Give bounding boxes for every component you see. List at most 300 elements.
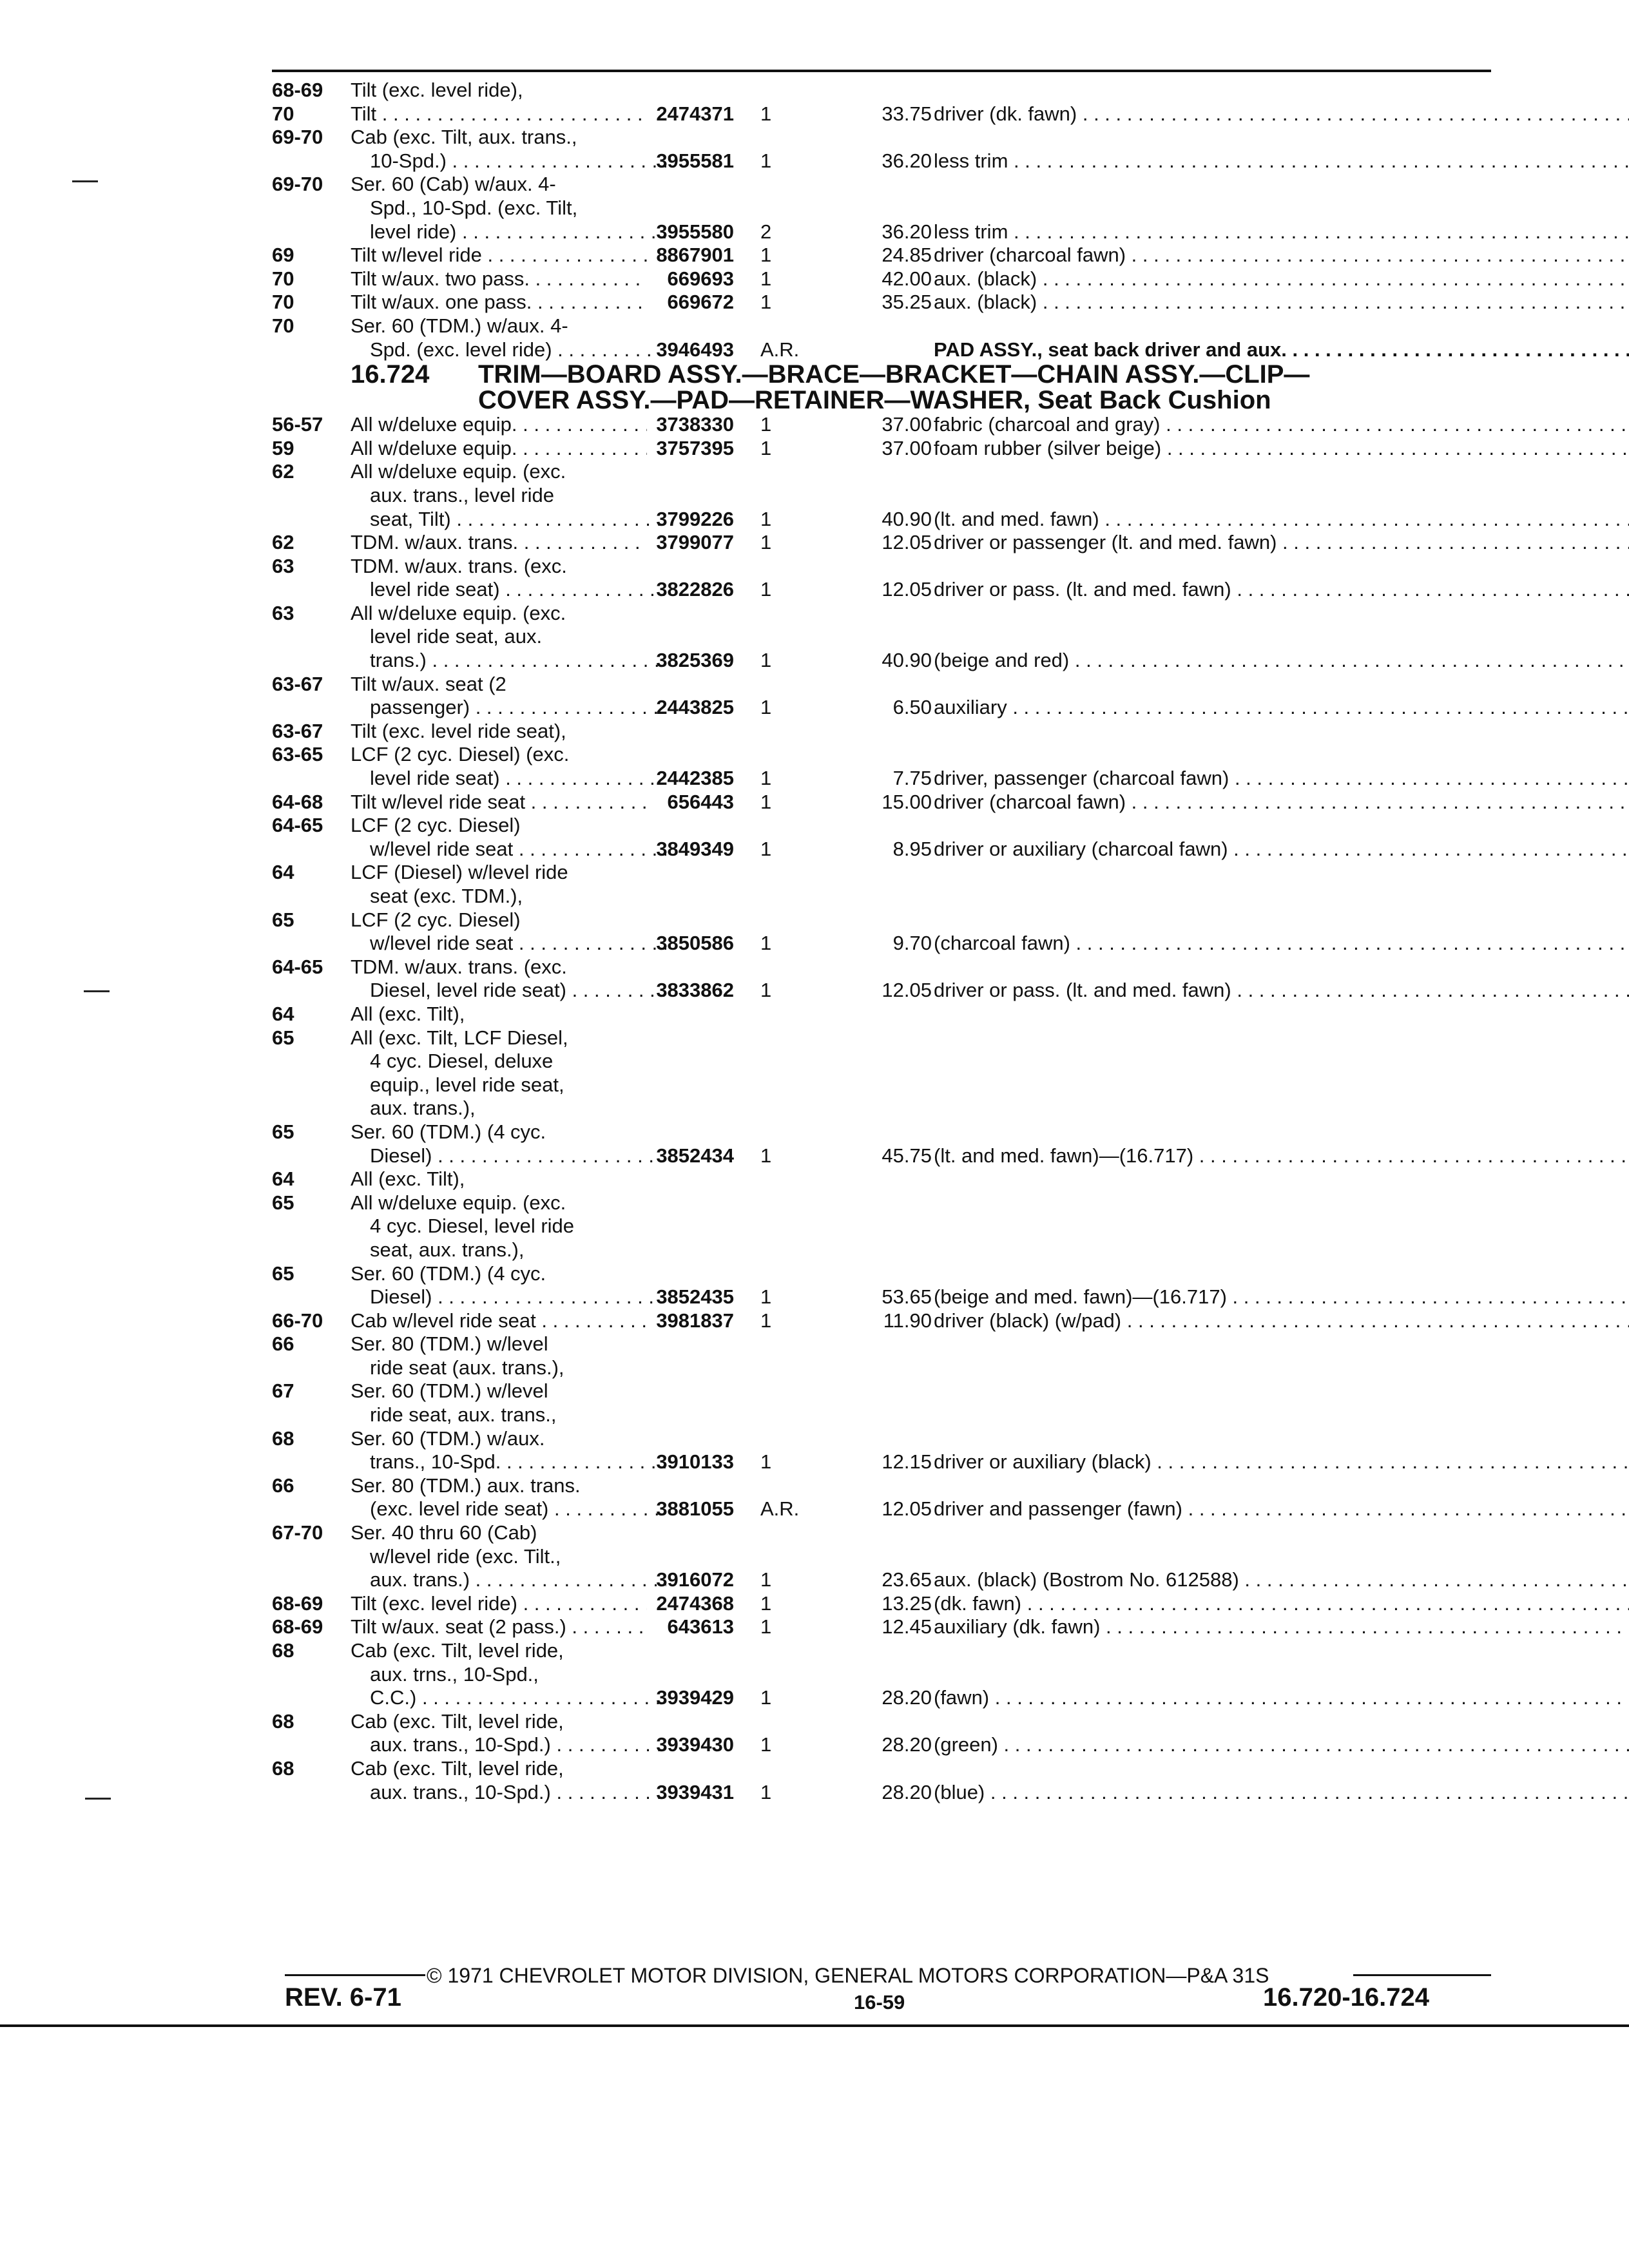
part-number: 669672 <box>667 291 734 314</box>
part-row <box>272 79 1496 102</box>
description: PAD ASSY., seat back driver and aux. . . . <box>934 338 1629 362</box>
part-row <box>272 291 1496 314</box>
description: (beige and red) . . . <box>934 649 1629 673</box>
price: 6.50 <box>892 696 932 719</box>
model-year: 70 <box>272 291 294 314</box>
model-year: 68 <box>272 1639 294 1662</box>
description: auxiliary . . . <box>934 696 1629 720</box>
application: Tilt w/level ride . . . <box>351 244 647 267</box>
description: less trim . . . <box>934 149 1629 173</box>
section-heading <box>272 361 1496 413</box>
model-year: 65 <box>272 1026 294 1049</box>
part-row <box>272 1191 1496 1215</box>
part-row <box>272 126 1496 149</box>
description: driver (black) (w/pad) . . . <box>934 1309 1629 1333</box>
part-row <box>272 1733 1496 1757</box>
part-number: 3981837 <box>656 1309 734 1332</box>
description: driver or auxiliary (black) . . . <box>934 1450 1629 1474</box>
application: seat, aux. trans.), <box>370 1238 525 1261</box>
model-year: 70 <box>272 102 294 125</box>
application: trans., 10-Spd. . . . <box>370 1450 666 1474</box>
price: 7.75 <box>892 767 932 790</box>
section-title-line-2: COVER ASSY.—PAD—RETAINER—WASHER, Seat Back Cushion <box>478 386 1271 415</box>
application: ride seat (aux. trans.), <box>370 1356 564 1379</box>
part-row <box>272 838 1496 861</box>
part-row <box>272 1144 1496 1168</box>
quantity: 1 <box>760 244 772 267</box>
application: level ride) . . . <box>370 220 666 244</box>
quantity: 1 <box>760 1285 772 1309</box>
model-year: 64-65 <box>272 955 323 978</box>
quantity: 1 <box>760 1144 772 1167</box>
part-row <box>272 1379 1496 1403</box>
description: (charcoal fawn) . . . <box>934 932 1629 956</box>
application: Tilt w/aux. seat (2 <box>351 672 506 695</box>
part-row <box>272 1050 1496 1073</box>
application: Tilt . . . <box>351 102 647 126</box>
part-row <box>272 1238 1496 1262</box>
page-number: 16-59 <box>854 1991 905 2013</box>
price: 28.20 <box>882 1780 932 1803</box>
part-row <box>272 220 1496 244</box>
part-number: 3939430 <box>656 1733 734 1756</box>
model-year: 62 <box>272 531 294 554</box>
quantity: A.R. <box>760 1497 800 1521</box>
margin-tick <box>85 1798 111 1800</box>
application: Tilt w/aux. two pass. . . . <box>351 267 647 291</box>
part-row <box>272 602 1496 626</box>
model-year: 64 <box>272 1002 294 1025</box>
part-row <box>272 956 1496 979</box>
part-row <box>272 1003 1496 1026</box>
model-year: 70 <box>272 314 294 337</box>
model-year: 69-70 <box>272 173 323 196</box>
part-number: 2443825 <box>656 696 734 719</box>
part-row <box>272 814 1496 838</box>
part-row <box>272 555 1496 579</box>
model-year: 65 <box>272 1191 294 1214</box>
part-row <box>272 1639 1496 1663</box>
parts-list <box>272 79 1496 1804</box>
application: 10-Spd.) . . . <box>370 149 666 173</box>
part-number: 3852435 <box>656 1285 734 1309</box>
application: level ride seat) . . . <box>370 767 666 791</box>
part-number: 3833862 <box>656 979 734 1002</box>
model-year: 59 <box>272 436 294 459</box>
model-year: 64 <box>272 861 294 884</box>
application: 4 cyc. Diesel, level ride <box>370 1215 575 1238</box>
price: 15.00 <box>882 790 932 813</box>
description: driver, passenger (charcoal fawn) . . . <box>934 767 1629 791</box>
application: All (exc. Tilt, LCF Diesel, <box>351 1026 568 1049</box>
parts-group-16-720 <box>272 79 1496 361</box>
price: 40.90 <box>882 649 932 672</box>
part-row <box>272 791 1496 814</box>
description: driver or auxiliary (charcoal fawn) . . . <box>934 838 1629 861</box>
part-row <box>272 197 1496 220</box>
quantity: 1 <box>760 413 772 436</box>
price: 12.45 <box>882 1615 932 1639</box>
part-number: 2442385 <box>656 767 734 790</box>
quantity: 1 <box>760 578 772 601</box>
model-year: 63-65 <box>272 743 323 766</box>
quantity: 2 <box>760 220 772 243</box>
quantity: 1 <box>760 837 772 860</box>
part-row <box>272 743 1496 767</box>
description: (beige and med. fawn)—(16.717) . . . <box>934 1285 1629 1309</box>
model-year: 63 <box>272 601 294 624</box>
model-year: 67 <box>272 1379 294 1403</box>
part-row <box>272 1474 1496 1498</box>
application: w/level ride seat . . . <box>370 838 666 861</box>
description: (blue) . . . <box>934 1781 1629 1805</box>
model-year: 65 <box>272 1120 294 1143</box>
description: (green) . . . <box>934 1733 1629 1757</box>
part-row <box>272 1403 1496 1427</box>
model-year: 66 <box>272 1474 294 1497</box>
copyright-line: © 1971 CHEVROLET MOTOR DIVISION, GENERAL MOTORS CORPORATION—P&A 31S <box>427 1964 1269 1987</box>
quantity: 1 <box>760 1780 772 1803</box>
description: auxiliary (dk. fawn) . . . <box>934 1615 1629 1639</box>
price: 33.75 <box>882 102 932 125</box>
part-number: 3946493 <box>656 338 734 361</box>
application: All (exc. Tilt), <box>351 1168 465 1191</box>
part-row <box>272 173 1496 197</box>
part-row <box>272 1285 1496 1309</box>
model-year: 63-67 <box>272 672 323 695</box>
part-row <box>272 908 1496 932</box>
application: Diesel, level ride seat) . . . <box>370 979 666 1003</box>
application: Ser. 60 (TDM.) w/aux. 4- <box>351 314 568 337</box>
quantity: 1 <box>760 1450 772 1474</box>
description: driver and passenger (fawn) . . . <box>934 1497 1629 1521</box>
revision-label: REV. 6-71 <box>285 1983 401 2012</box>
part-row <box>272 1427 1496 1451</box>
price: 36.20 <box>882 149 932 172</box>
description: aux. (black) . . . <box>934 291 1629 314</box>
price: 23.65 <box>882 1568 932 1591</box>
top-rule <box>272 70 1491 72</box>
model-year: 68 <box>272 1709 294 1733</box>
quantity: 1 <box>760 1591 772 1615</box>
part-number: 3852434 <box>656 1144 734 1167</box>
part-row <box>272 1332 1496 1356</box>
price: 28.20 <box>882 1686 932 1709</box>
part-row <box>272 673 1496 697</box>
description: aux. (black) . . . <box>934 267 1629 291</box>
part-row <box>272 314 1496 338</box>
application: 4 cyc. Diesel, deluxe <box>370 1050 554 1073</box>
application: w/level ride (exc. Tilt., <box>370 1544 561 1568</box>
part-row <box>272 932 1496 956</box>
part-row <box>272 149 1496 173</box>
quantity: 1 <box>760 1733 772 1756</box>
part-number: 669693 <box>667 267 734 290</box>
application: All (exc. Tilt), <box>351 1002 465 1025</box>
model-year: 64 <box>272 1168 294 1191</box>
application: TDM. w/aux. trans. . . . <box>351 531 647 555</box>
application: Ser. 60 (TDM.) (4 cyc. <box>351 1120 546 1143</box>
part-number: 2474371 <box>656 102 734 125</box>
application: Ser. 60 (Cab) w/aux. 4- <box>351 173 556 196</box>
application: Cab (exc. Tilt, level ride, <box>351 1756 564 1780</box>
price: 12.05 <box>882 531 932 554</box>
part-row <box>272 720 1496 744</box>
quantity: 1 <box>760 102 772 125</box>
model-year: 65 <box>272 908 294 931</box>
part-number: 3849349 <box>656 837 734 860</box>
part-row <box>272 1120 1496 1144</box>
price: 8.95 <box>892 837 932 860</box>
part-row <box>272 437 1496 461</box>
model-year: 63 <box>272 554 294 577</box>
application: aux. trans., 10-Spd.) . . . <box>370 1733 666 1757</box>
part-row <box>272 885 1496 908</box>
application: LCF (Diesel) w/level ride <box>351 861 568 884</box>
application: All w/deluxe equip. . . . <box>351 437 647 461</box>
part-row <box>272 102 1496 126</box>
section-number: 16.724 <box>351 360 430 389</box>
price: 24.85 <box>882 244 932 267</box>
application: LCF (2 cyc. Diesel) (exc. <box>351 743 570 766</box>
application: Spd. (exc. level ride) . . . <box>370 338 666 362</box>
part-row <box>272 1663 1496 1687</box>
application: Cab (exc. Tilt, level ride, <box>351 1709 564 1733</box>
application: aux. trans., 10-Spd.) . . . <box>370 1781 666 1805</box>
application: level ride seat, aux. <box>370 625 543 648</box>
application: Ser. 80 (TDM.) w/level <box>351 1332 548 1356</box>
application: w/level ride seat . . . <box>370 932 666 956</box>
price: 37.00 <box>882 413 932 436</box>
model-year: 64-68 <box>272 790 323 813</box>
application: (exc. level ride seat) . . . <box>370 1497 666 1521</box>
parts-group-16-724 <box>272 413 1496 1804</box>
price: 13.25 <box>882 1591 932 1615</box>
application: Ser. 60 (TDM.) w/aux. <box>351 1427 545 1450</box>
application: seat (exc. TDM.), <box>370 885 523 907</box>
quantity: 1 <box>760 507 772 530</box>
part-number: 3916072 <box>656 1568 734 1591</box>
section-title-line-1: TRIM—BOARD ASSY.—BRACE—BRACKET—CHAIN ASSY.—CLIP— <box>478 360 1310 389</box>
margin-tick <box>84 990 110 992</box>
application: C.C.) . . . <box>370 1686 666 1710</box>
part-number: 3955581 <box>656 149 734 172</box>
part-number: 3910133 <box>656 1450 734 1474</box>
model-year: 66-70 <box>272 1309 323 1332</box>
model-year: 67-70 <box>272 1521 323 1544</box>
part-row <box>272 1521 1496 1545</box>
application: Ser. 80 (TDM.) aux. trans. <box>351 1474 581 1497</box>
description: (lt. and med. fawn) . . . <box>934 508 1629 532</box>
application: All w/deluxe equip. . . . <box>351 413 647 437</box>
part-number: 3738330 <box>656 413 734 436</box>
model-year: 70 <box>272 267 294 290</box>
quantity: 1 <box>760 696 772 719</box>
description: driver or pass. (lt. and med. fawn) . . . <box>934 578 1629 602</box>
quantity: 1 <box>760 790 772 813</box>
part-row <box>272 1215 1496 1238</box>
description: driver or passenger (lt. and med. fawn) . . . <box>934 531 1629 555</box>
application: aux. trans.) . . . <box>370 1568 666 1592</box>
price: 12.15 <box>882 1450 932 1474</box>
application: Diesel) . . . <box>370 1285 666 1309</box>
application: aux. trans.), <box>370 1097 476 1120</box>
quantity: 1 <box>760 932 772 955</box>
part-row <box>272 1097 1496 1120</box>
part-row <box>272 484 1496 508</box>
part-row <box>272 413 1496 437</box>
part-row <box>272 1356 1496 1380</box>
part-row <box>272 1262 1496 1286</box>
part-row <box>272 1781 1496 1805</box>
application: All w/deluxe equip. (exc. <box>351 460 566 483</box>
part-row <box>272 267 1496 291</box>
application: seat, Tilt) . . . <box>370 508 666 532</box>
price: 12.05 <box>882 979 932 1002</box>
model-year: 69-70 <box>272 126 323 149</box>
description: driver (dk. fawn) . . . <box>934 102 1629 126</box>
quantity: A.R. <box>760 338 800 361</box>
description: less trim . . . <box>934 220 1629 244</box>
price: 12.05 <box>882 1497 932 1521</box>
part-number: 3939429 <box>656 1686 734 1709</box>
application: LCF (2 cyc. Diesel) <box>351 908 521 931</box>
model-year: 68-69 <box>272 79 323 101</box>
quantity: 1 <box>760 1615 772 1639</box>
part-number: 3757395 <box>656 436 734 459</box>
description: (lt. and med. fawn)—(16.717) . . . <box>934 1144 1629 1168</box>
application: Spd., 10-Spd. (exc. Tilt, <box>370 196 578 219</box>
part-number: 3799226 <box>656 507 734 530</box>
part-number: 3939431 <box>656 1780 734 1803</box>
model-year: 64-65 <box>272 814 323 837</box>
part-row <box>272 578 1496 602</box>
part-number: 3881055 <box>656 1497 734 1521</box>
margin-tick <box>72 180 98 182</box>
price: 42.00 <box>882 267 932 290</box>
application: Cab (exc. Tilt, level ride, <box>351 1639 564 1662</box>
application: ride seat, aux. trans., <box>370 1403 557 1427</box>
application: level ride seat) . . . <box>370 578 666 602</box>
application: Tilt w/level ride seat . . . <box>351 791 647 814</box>
model-year: 68-69 <box>272 1615 323 1639</box>
quantity: 1 <box>760 1309 772 1332</box>
quantity: 1 <box>760 267 772 290</box>
application: LCF (2 cyc. Diesel) <box>351 814 521 837</box>
part-row <box>272 1710 1496 1734</box>
price: 40.90 <box>882 507 932 530</box>
quantity: 1 <box>760 436 772 459</box>
part-row <box>272 1686 1496 1710</box>
description: aux. (black) (Bostrom No. 612588) . . . <box>934 1568 1629 1592</box>
application: Tilt w/aux. one pass. . . . <box>351 291 647 314</box>
description: driver (charcoal fawn) . . . <box>934 791 1629 814</box>
part-number: 656443 <box>667 790 734 813</box>
model-year: 69 <box>272 244 294 267</box>
application: Cab w/level ride seat . . . <box>351 1309 647 1333</box>
bottom-rule <box>0 2024 1629 2027</box>
model-year: 56-57 <box>272 413 323 436</box>
price: 37.00 <box>882 436 932 459</box>
application: trans.) . . . <box>370 649 666 673</box>
application: All w/deluxe equip. (exc. <box>351 1191 566 1214</box>
application: aux. trns., 10-Spd., <box>370 1662 539 1686</box>
application: Ser. 60 (TDM.) w/level <box>351 1379 548 1403</box>
quantity: 1 <box>760 1568 772 1591</box>
part-row <box>272 244 1496 267</box>
footer-rule-right <box>1353 1974 1491 1976</box>
application: Diesel) . . . <box>370 1144 666 1168</box>
description: (fawn) . . . <box>934 1686 1629 1710</box>
part-number: 8867901 <box>656 244 734 267</box>
description: driver or pass. (lt. and med. fawn) . . . <box>934 979 1629 1003</box>
part-row <box>272 1309 1496 1333</box>
application: TDM. w/aux. trans. (exc. <box>351 554 567 577</box>
model-year: 63-67 <box>272 719 323 742</box>
part-number: 3799077 <box>656 531 734 554</box>
quantity: 1 <box>760 767 772 790</box>
part-row <box>272 1592 1496 1616</box>
part-row <box>272 1073 1496 1097</box>
part-row <box>272 649 1496 673</box>
quantity: 1 <box>760 531 772 554</box>
price: 12.05 <box>882 578 932 601</box>
application: TDM. w/aux. trans. (exc. <box>351 955 567 978</box>
description: driver (charcoal fawn) . . . <box>934 244 1629 267</box>
price: 53.65 <box>882 1285 932 1309</box>
part-row <box>272 1615 1496 1639</box>
part-row <box>272 338 1496 362</box>
part-number: 3955580 <box>656 220 734 243</box>
footer-rule-left <box>285 1974 425 1976</box>
part-row <box>272 861 1496 885</box>
part-number: 3850586 <box>656 932 734 955</box>
description: foam rubber (silver beige) . . . <box>934 437 1629 461</box>
application: Tilt w/aux. seat (2 pass.) . . . <box>351 1615 647 1639</box>
price: 36.20 <box>882 220 932 243</box>
price: 11.90 <box>883 1309 932 1332</box>
part-row <box>272 625 1496 649</box>
application: All w/deluxe equip. (exc. <box>351 601 566 624</box>
description: fabric (charcoal and gray) . . . <box>934 413 1629 437</box>
part-row <box>272 1026 1496 1050</box>
price: 28.20 <box>882 1733 932 1756</box>
part-row <box>272 1168 1496 1191</box>
model-year: 68-69 <box>272 1591 323 1615</box>
model-year: 62 <box>272 460 294 483</box>
part-number: 643613 <box>667 1615 734 1639</box>
application: Tilt (exc. level ride seat), <box>351 719 566 742</box>
model-year: 68 <box>272 1756 294 1780</box>
application: equip., level ride seat, <box>370 1073 564 1096</box>
application: Ser. 60 (TDM.) (4 cyc. <box>351 1262 546 1285</box>
quantity: 1 <box>760 1686 772 1709</box>
application: Tilt (exc. level ride), <box>351 79 523 101</box>
part-row <box>272 767 1496 791</box>
quantity: 1 <box>760 149 772 172</box>
part-row <box>272 1545 1496 1569</box>
part-row <box>272 531 1496 555</box>
section-range: 16.720-16.724 <box>1263 1983 1430 2012</box>
application: Cab (exc. Tilt, aux. trans., <box>351 126 577 149</box>
part-row <box>272 1757 1496 1781</box>
price: 9.70 <box>892 932 932 955</box>
price: 35.25 <box>882 291 932 314</box>
part-row <box>272 1568 1496 1592</box>
quantity: 1 <box>760 979 772 1002</box>
application: passenger) . . . <box>370 696 666 720</box>
part-number: 3825369 <box>656 649 734 672</box>
